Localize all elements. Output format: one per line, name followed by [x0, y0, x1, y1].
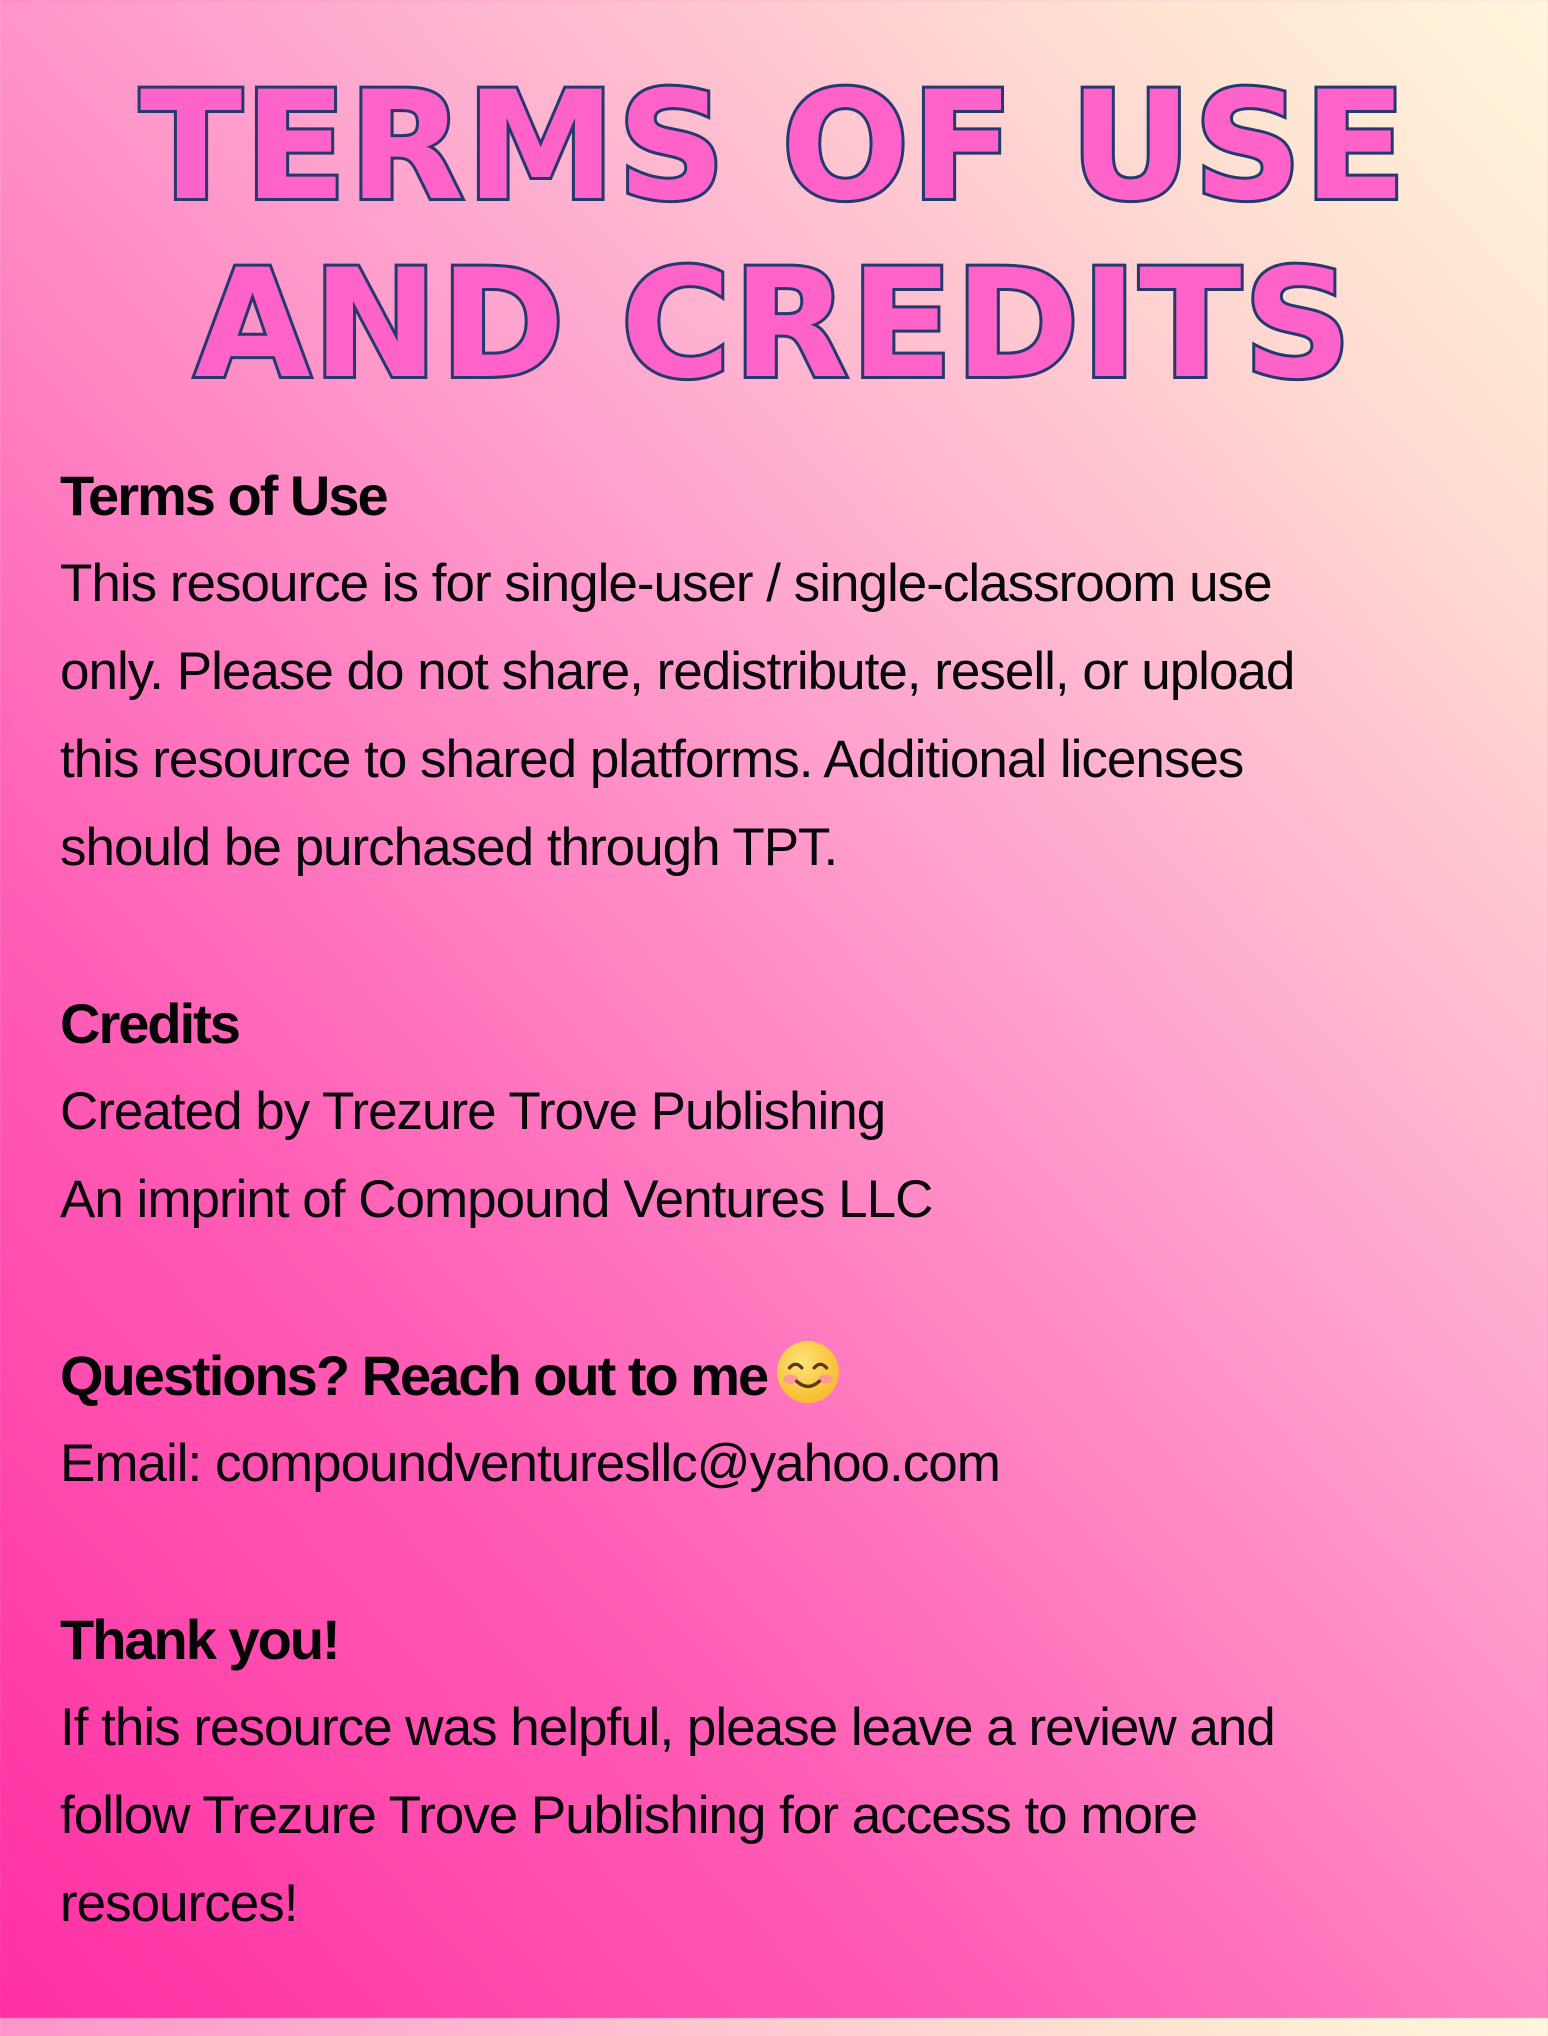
questions-section	[60, 1332, 1500, 1508]
credits-line: An imprint of Compound Ventures LLC	[60, 1170, 933, 1229]
smiling-face-icon	[775, 1339, 841, 1405]
thanks-line: follow Trezure Trove Publishing for access to more	[60, 1786, 1198, 1845]
questions-heading	[60, 1332, 1500, 1420]
credits-line: Created by Trezure Trove Publishing	[60, 1082, 886, 1141]
terms-body	[60, 540, 1500, 892]
content	[60, 452, 1500, 2036]
terms-line: This resource is for single-user / single-classroom use	[60, 554, 1272, 613]
questions-heading-text: Questions? Reach out to me	[60, 1344, 768, 1407]
thanks-section	[60, 1596, 1500, 1948]
title-line-1: TERMS OF USE	[139, 60, 1409, 234]
terms-heading: Terms of Use	[60, 464, 387, 527]
terms-section	[60, 452, 1500, 892]
terms-line: should be purchased through TPT.	[60, 818, 838, 877]
terms-line: this resource to shared platforms. Additional licenses	[60, 730, 1244, 789]
thanks-body	[60, 1684, 1500, 1948]
credits-body	[60, 1068, 1500, 1244]
email-line: Email: compoundventuresllc@yahoo.com	[60, 1434, 1000, 1493]
thanks-line: If this resource was helpful, please leave a review and	[60, 1698, 1275, 1757]
page-title	[0, 58, 1548, 414]
title-line-2: AND CREDITS	[194, 238, 1354, 412]
credits-heading: Credits	[60, 992, 239, 1055]
questions-body	[60, 1420, 1500, 1508]
terms-line: only. Please do not share, redistribute, resell, or upload	[60, 642, 1295, 701]
credits-section	[60, 980, 1500, 1244]
thanks-heading: Thank you!	[60, 1608, 339, 1671]
thanks-line: resources!	[60, 1874, 298, 1933]
